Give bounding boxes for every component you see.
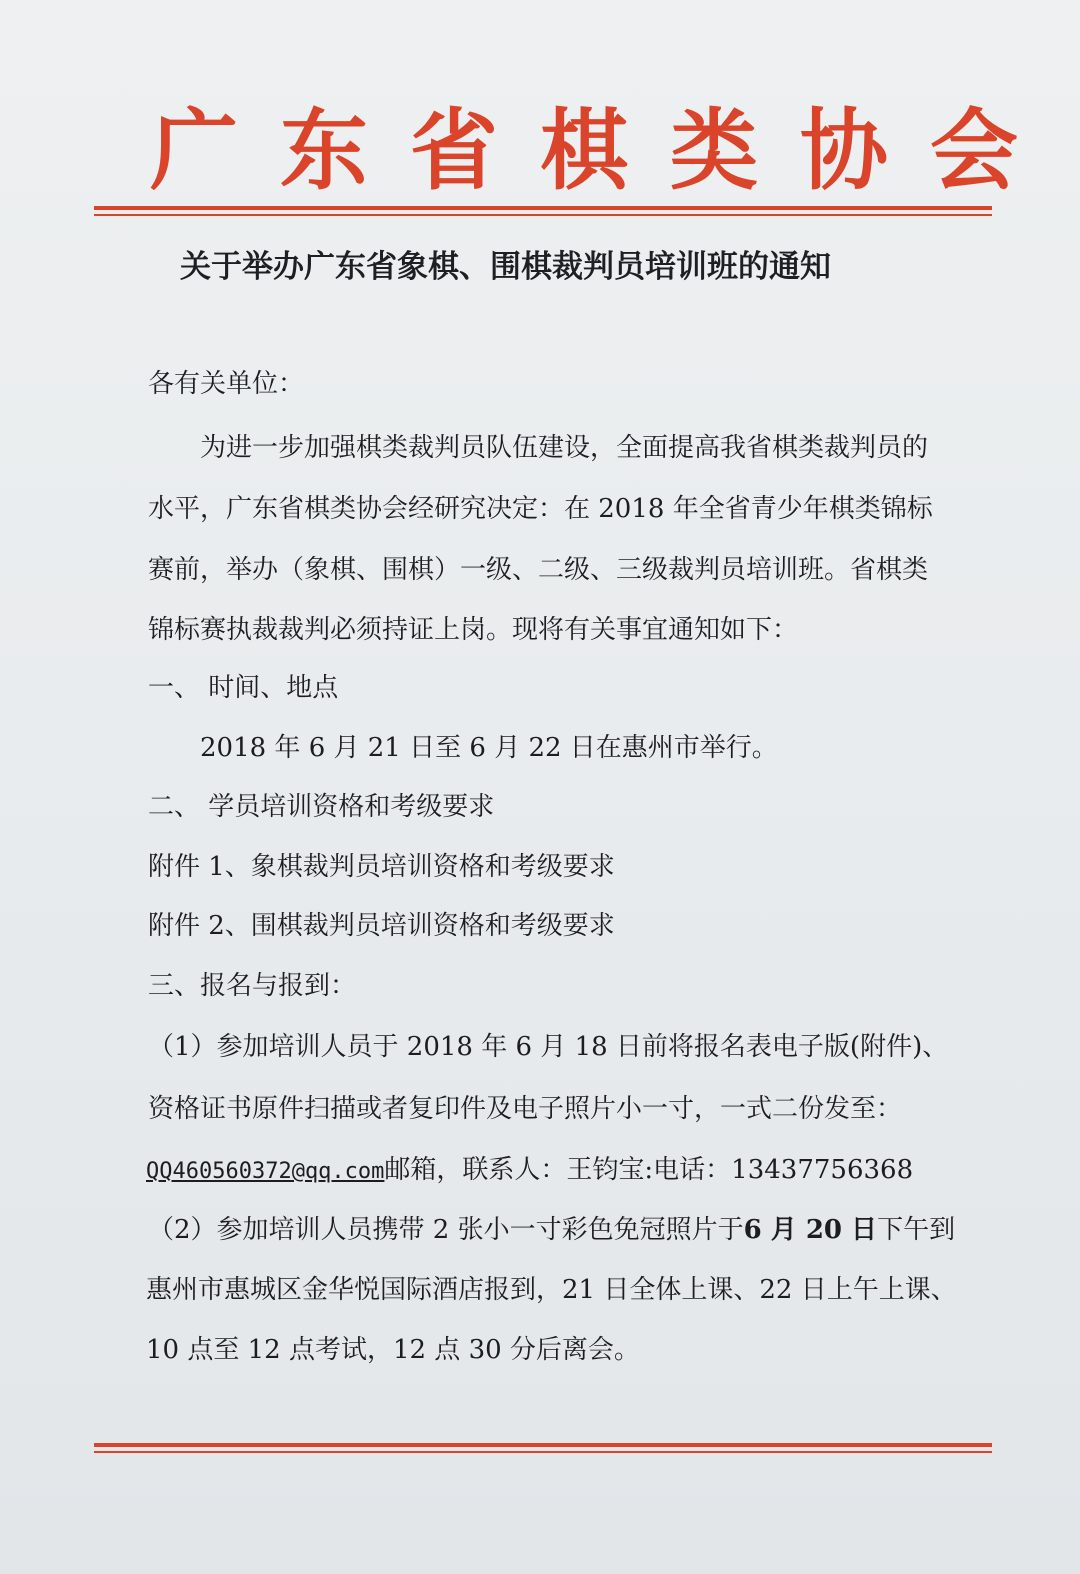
organization-header: 广东省棋类协会 — [150, 98, 1061, 202]
footer-divider-thin — [94, 1451, 992, 1453]
header-divider-thin — [94, 214, 992, 216]
email-link[interactable]: QQ460560372@qq.com — [146, 1159, 385, 1184]
item-2-text-a: （2）参加培训人员携带 2 张小一寸彩色免冠照片于 — [148, 1215, 744, 1245]
item-2-line-2: 惠州市惠城区金华悦国际酒店报到，21 日全体上课、22 日上午上课、 — [146, 1275, 957, 1305]
document-title: 关于举办广东省象棋、围棋裁判员培训班的通知 — [180, 249, 831, 285]
intro-line-1: 为进一步加强棋类裁判员队伍建设，全面提高我省棋类裁判员的 — [200, 433, 929, 463]
attachment-1: 附件 1、象棋裁判员培训资格和考级要求 — [148, 852, 615, 882]
section-2-heading: 二、 学员培训资格和考级要求 — [148, 792, 495, 822]
item-1-line-2: 资格证书原件扫描或者复印件及电子照片小一寸，一式二份发至： — [148, 1094, 903, 1124]
item-2-text-b: 下午到 — [877, 1215, 956, 1245]
footer-divider-thick — [94, 1443, 992, 1447]
attachment-2: 附件 2、围棋裁判员培训资格和考级要求 — [148, 911, 615, 941]
intro-line-2: 水平，广东省棋类协会经研究决定：在 2018 年全省青少年棋类锦标 — [148, 494, 933, 524]
section-3-heading: 三、报名与报到： — [148, 971, 357, 1001]
salutation: 各有关单位： — [148, 369, 305, 399]
intro-line-4: 锦标赛执裁裁判必须持证上岗。现将有关事宜通知如下： — [148, 615, 799, 645]
section-1-heading: 一、 时间、地点 — [148, 673, 339, 703]
item-1-line-1: （1）参加培训人员于 2018 年 6 月 18 日前将报名表电子版(附件)、 — [148, 1032, 949, 1062]
contact-text: 邮箱，联系人：王钧宝:电话：13437756368 — [384, 1155, 914, 1185]
item-2-date: 6 月 20 日 — [743, 1215, 878, 1245]
header-divider-thick — [94, 206, 992, 210]
item-2-line-1 — [148, 1210, 955, 1250]
intro-line-3: 赛前，举办（象棋、围棋）一级、二级、三级裁判员培训班。省棋类 — [148, 555, 929, 585]
item-2-line-3: 10 点至 12 点考试，12 点 30 分后离会。 — [146, 1335, 640, 1365]
section-1-body: 2018 年 6 月 21 日至 6 月 22 日在惠州市举行。 — [200, 733, 778, 763]
contact-line — [146, 1150, 913, 1192]
